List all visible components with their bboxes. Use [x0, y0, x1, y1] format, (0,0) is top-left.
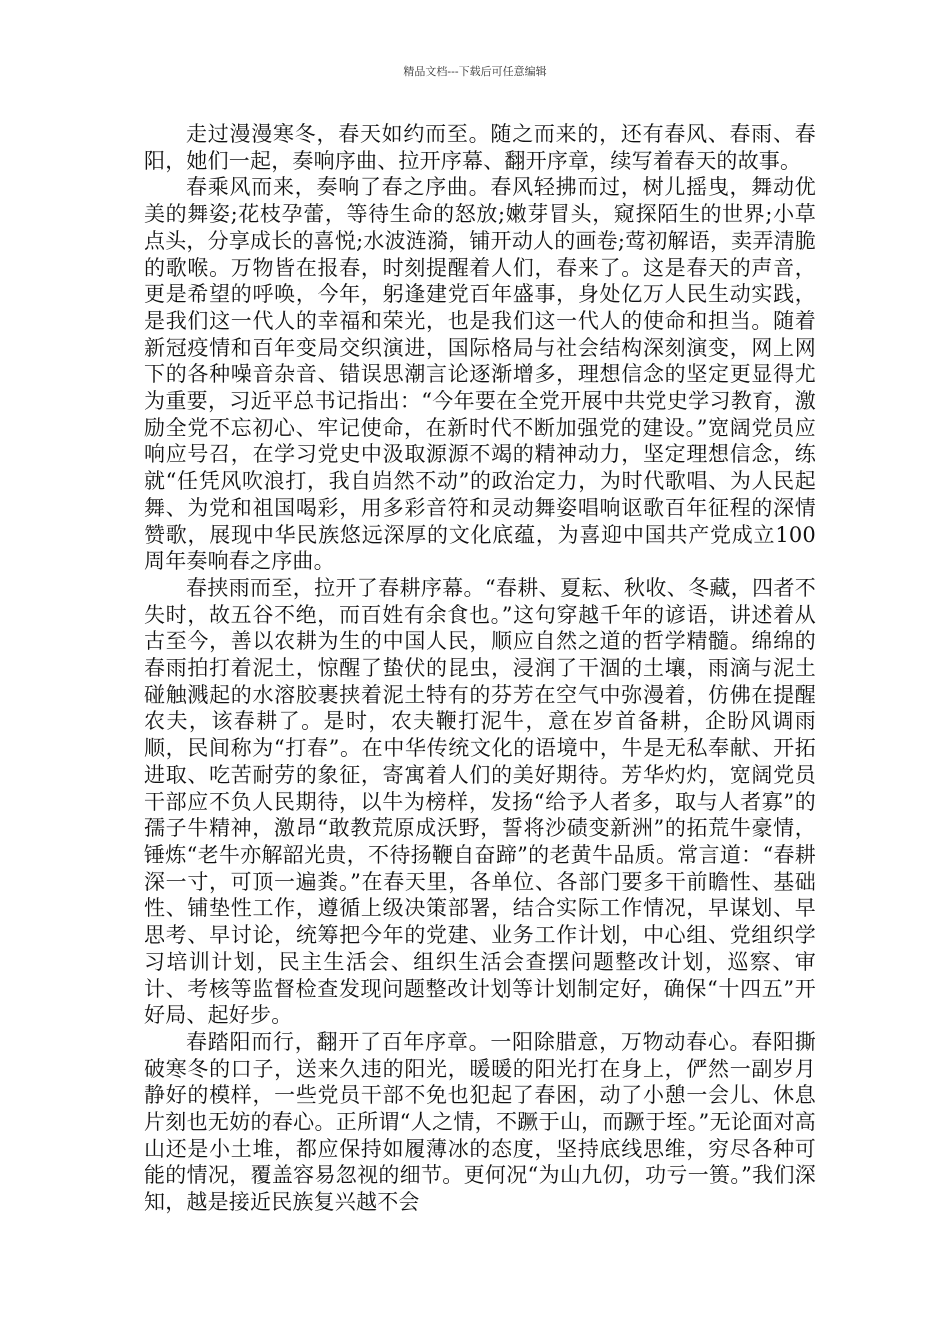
- paragraph-intro: 走过漫漫寒冬，春天如约而至。随之而来的，还有春风、春雨、春阳，她们一起，奏响序曲、拉开序幕、翻开序章，续写着春天的故事。: [144, 122, 816, 173]
- paragraph-spring-rain: 春挟雨而至，拉开了春耕序幕。“春耕、夏耘、秋收、冬藏，四者不失时，故五谷不绝，而百姓有余食也。”这句穿越千年的谚语，讲述着从古至今，善以农耕为生的中国人民，顺应自然之道的哲学精髓。绵绵的春雨拍打着泥土，惊醒了蛰伏的昆虫，浸润了干涸的土壤，雨滴与泥土碰触溅起的水溶胶裹挟着泥土特有的芬芳在空气中弥漫着，仿佛在提醒农夫，该春耕了。是时，农夫鞭打泥牛，意在岁首备耕，企盼风调雨顺，民间称为“打春”。在中华传统文化的语境中，牛是无私奉献、开拓进取、吃苦耐劳的象征，寄寓着人们的美好期待。芳华灼灼，宽阔党员干部应不负人民期待，以牛为榜样，发扬“给予人者多，取与人者寡”的孺子牛精神，激昂“敢教荒原成沃野，誓将沙碛变新洲”的拓荒牛豪情，锤炼“老牛亦解韶光贵，不待扬鞭自奋蹄”的老黄牛品质。常言道：“春耕深一寸，可顶一遍粪。”在春天里，各单位、各部门要多干前瞻性、基础性、铺垫性工作，遵循上级决策部署，结合实际工作情况，早谋划、早思考、早讨论，统筹把今年的党建、业务工作计划，中心组、党组织学习培训计划，民主生活会、组织生活会查摆问题整改计划，巡察、审计、考核等监督检查发现问题整改计划等计划制定好，确保“十四五”开好局、起好步。: [144, 575, 816, 1028]
- paragraph-spring-sun: 春踏阳而行，翻开了百年序章。一阳除腊意，万物动春心。春阳撕破寒冬的口子，送来久违的阳光，暖暖的阳光打在身上，俨然一副岁月静好的模样，一些党员干部不免也犯起了春困，动了小憩一会儿、休息片刻也无妨的春心。正所谓“人之情，不蹶于山，而蹶于垤。”无论面对高山还是小土堆，都应保持如履薄冰的态度，坚持底线思维，穷尽各种可能的情况，覆盖容易忽视的细节。更何况“为山九仞，功亏一篑。”我们深知，越是接近民族复兴越不会: [144, 1029, 816, 1215]
- paragraph-spring-wind: 春乘风而来，奏响了春之序曲。春风轻拂而过，树儿摇曳，舞动优美的舞姿;花枝孕蕾，等待生命的怒放;嫩芽冒头，窥探陌生的世界;小草点头，分享成长的喜悦;水波涟漪，铺开动人的画卷;莺初解语，卖弄清脆的歌喉。万物皆在报春，时刻提醒着人们，春来了。这是春天的声音，更是希望的呼唤，今年，躬逢建党百年盛事，身处亿万人民生动实践，是我们这一代人的幸福和荣光，也是我们这一代人的使命和担当。随着新冠疫情和百年变局交织演进，国际格局与社会结构深刻演变，网上网下的各种噪音杂音、错误思潮言论逐渐增多，理想信念的坚定更显得尤为重要，习近平总书记指出：“今年要在全党开展中共党史学习教育，激励全党不忘初心、牢记使命，在新时代不断加强党的建设。”宽阔党员应响应号召，在学习党史中汲取源源不竭的精神动力，坚定理想信念，练就“任凭风吹浪打，我自岿然不动”的政治定力，为时代歌唱、为人民起舞、为党和祖国喝彩，用多彩音符和灵动舞姿唱响讴歌百年征程的深情赞歌，展现中华民族悠远深厚的文化底蕴，为喜迎中国共产党成立100周年奏响春之序曲。: [144, 175, 816, 574]
- document-body: [144, 121, 816, 1216]
- page-header: 精品文档---下载后可任意编辑: [403, 65, 547, 78]
